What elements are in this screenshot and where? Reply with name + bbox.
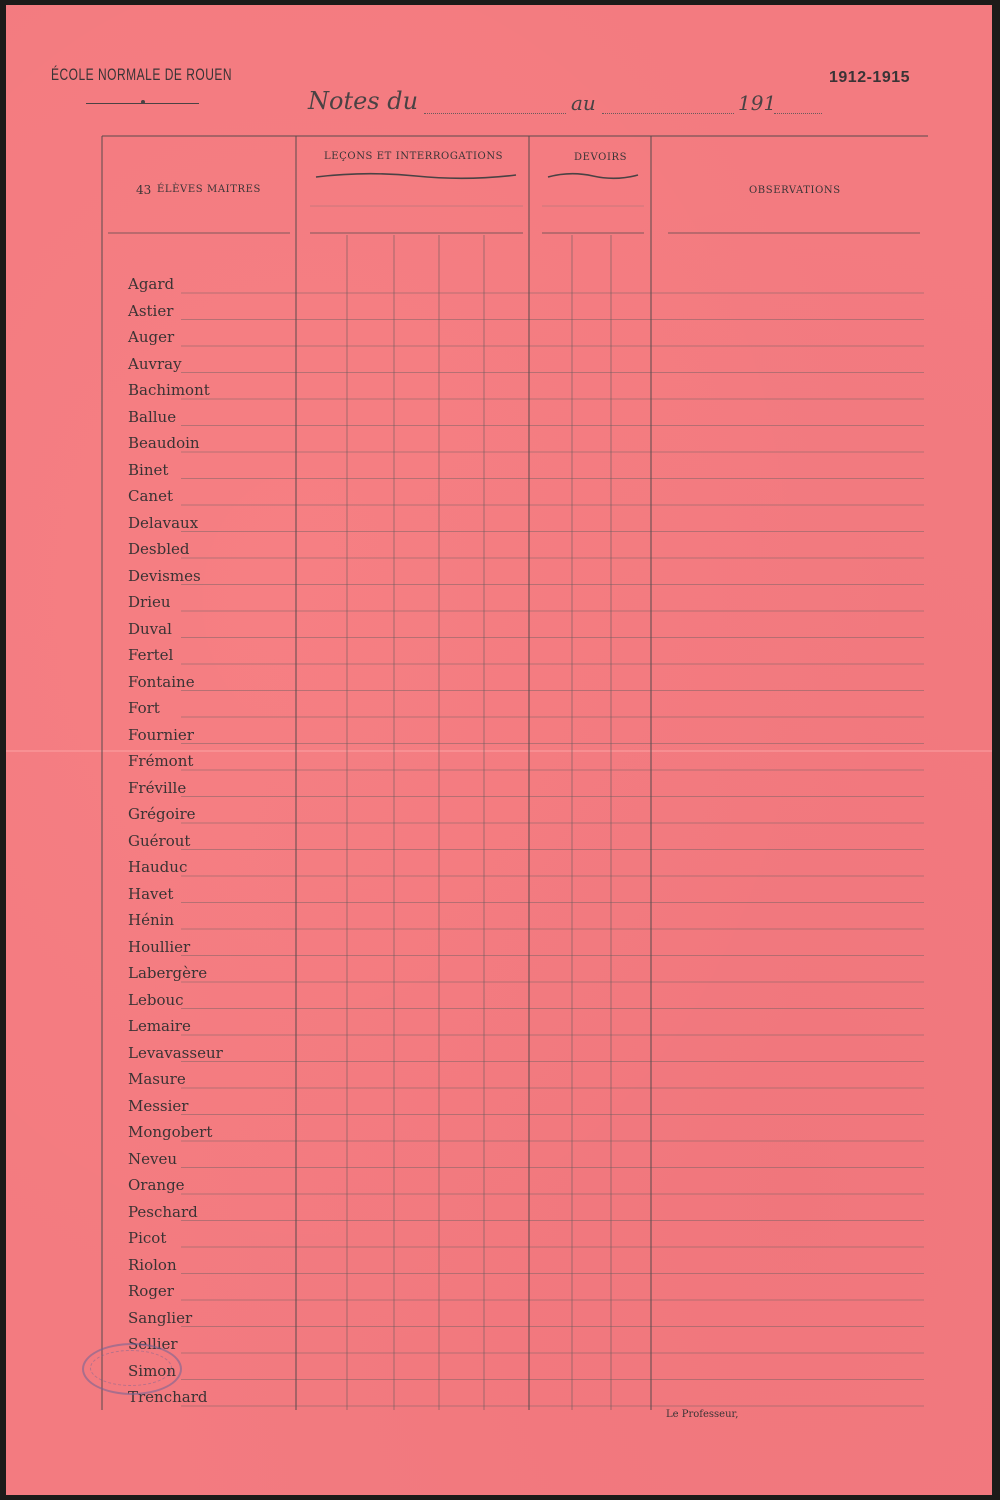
student-name: Lebouc	[128, 990, 184, 1009]
student-name: Levavasseur	[128, 1043, 223, 1062]
homework-header: DEVOIRS	[574, 152, 628, 163]
student-name: Hauduc	[128, 858, 188, 876]
student-name: Fréville	[128, 778, 187, 797]
student-name: Hénin	[128, 911, 175, 929]
student-name: Fertel	[128, 646, 174, 664]
student-name: Ballue	[128, 407, 177, 426]
students-header: ÉLÈVES MAITRES	[157, 184, 261, 195]
student-name: Auger	[128, 328, 175, 346]
student-name: Peschard	[128, 1202, 198, 1221]
student-name: Orange	[128, 1176, 185, 1194]
student-name: Agard	[128, 275, 175, 293]
student-name: Grégoire	[128, 805, 196, 823]
year-prefix: 191	[738, 91, 777, 115]
student-name: Fort	[128, 699, 160, 717]
library-stamp-inner	[90, 1350, 172, 1386]
student-name: Fontaine	[128, 672, 195, 691]
student-name: Guérout	[128, 831, 191, 850]
student-name: Labergère	[128, 964, 208, 982]
student-name: Trenchard	[128, 1388, 208, 1406]
student-name: Beaudoin	[128, 434, 200, 452]
student-name: Havet	[128, 884, 174, 903]
student-name: Messier	[128, 1096, 189, 1115]
student-name: Masure	[128, 1070, 186, 1088]
professor-signature-label: Le Professeur,	[666, 1409, 739, 1420]
student-name: Devismes	[128, 566, 201, 585]
student-name: Roger	[128, 1282, 174, 1300]
school-years: 1912-1915	[829, 69, 911, 86]
student-name: Astier	[128, 301, 174, 320]
student-name: Picot	[128, 1229, 167, 1247]
grade-sheet	[6, 5, 992, 1495]
student-name: Duval	[128, 619, 172, 638]
student-name: Bachimont	[128, 381, 210, 399]
student-name: Delavaux	[128, 513, 199, 532]
homework-flourish	[548, 174, 638, 179]
student-name: Drieu	[128, 593, 171, 611]
school-name: ÉCOLE NORMALE DE ROUEN	[51, 65, 233, 84]
observations-header: OBSERVATIONS	[749, 185, 841, 196]
student-name: Lemaire	[128, 1017, 191, 1035]
lessons-header: LEÇONS ET INTERROGATIONS	[324, 151, 504, 162]
student-name: Auvray	[128, 354, 182, 373]
student-name: Sanglier	[128, 1308, 193, 1327]
student-name: Desbled	[128, 540, 190, 558]
student-name: Canet	[128, 487, 173, 505]
student-name: Binet	[128, 460, 169, 479]
student-name: Neveu	[128, 1149, 178, 1168]
student-name: Simon	[128, 1361, 176, 1380]
student-name: Mongobert	[128, 1123, 213, 1141]
notes-du-label: Notes du	[308, 87, 419, 115]
student-name: Riolon	[128, 1255, 177, 1274]
student-name: Frémont	[128, 752, 194, 770]
students-count: 43	[136, 183, 152, 197]
au-label: au	[571, 91, 596, 115]
student-name: Sellier	[128, 1335, 178, 1353]
student-name: Fournier	[128, 725, 194, 744]
student-name: Houllier	[128, 937, 191, 956]
lessons-flourish	[316, 174, 516, 179]
